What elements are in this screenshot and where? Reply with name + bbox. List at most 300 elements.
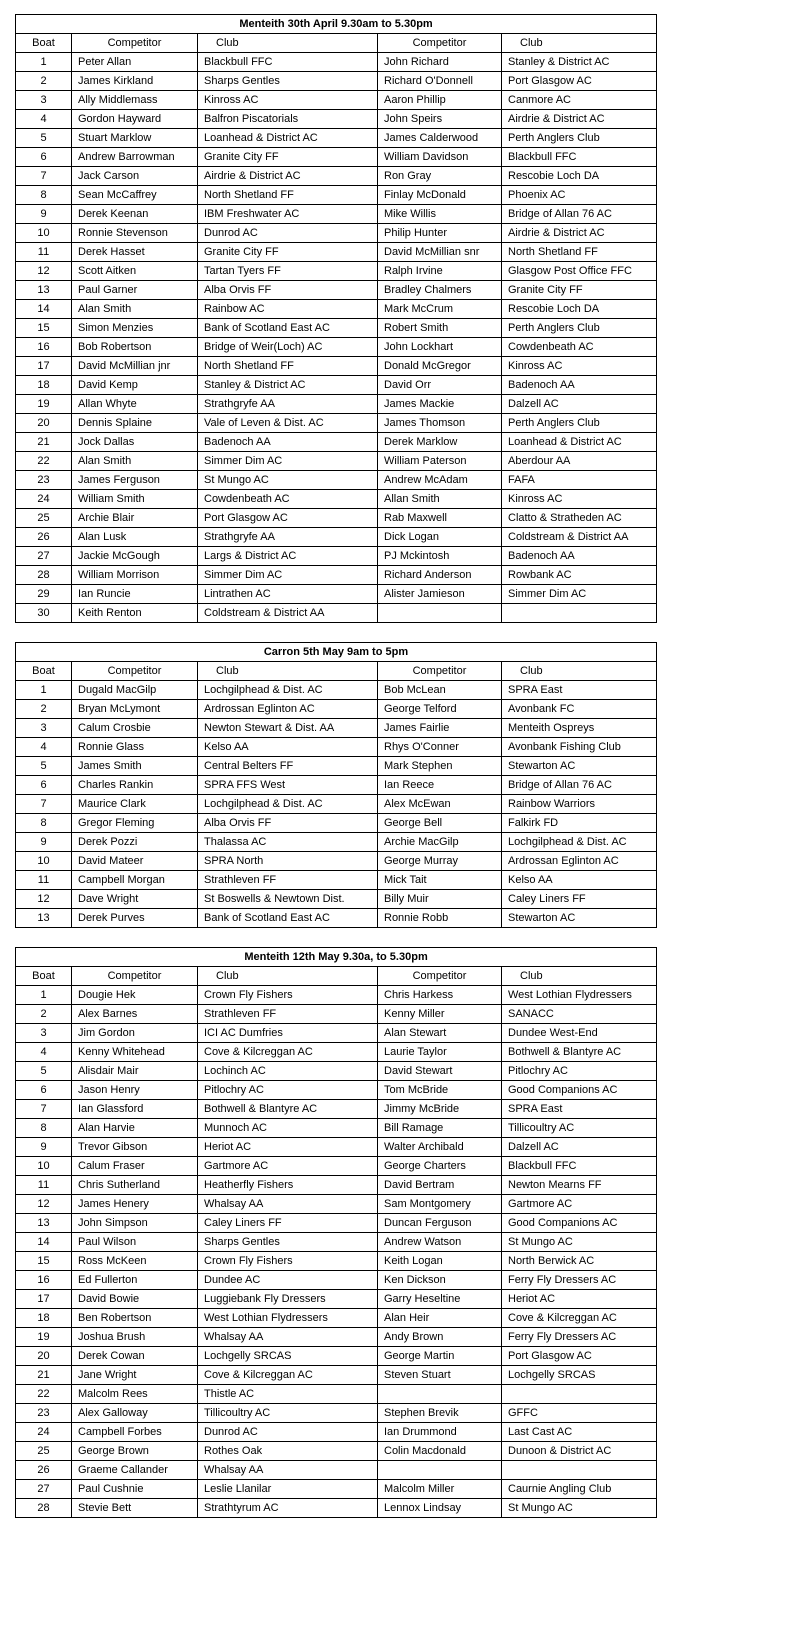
competitor-name: Ed Fullerton [72, 1271, 198, 1290]
table-row [16, 224, 657, 243]
club-name: Bothwell & Blantyre AC [502, 1043, 657, 1062]
table-row [16, 795, 657, 814]
club-name: St Boswells & Newtown Dist. [198, 890, 378, 909]
table-row [16, 1195, 657, 1214]
club-name: Alba Orvis FF [198, 281, 378, 300]
competitor-name: Paul Wilson [72, 1233, 198, 1252]
competitor-name: Ronnie Glass [72, 738, 198, 757]
competitor-name: David Mateer [72, 852, 198, 871]
club-name: Alba Orvis FF [198, 814, 378, 833]
club-header: Club [198, 662, 378, 681]
competitor-name: Donald McGregor [378, 357, 502, 376]
competitor-name: James Calderwood [378, 129, 502, 148]
table-row [16, 91, 657, 110]
competitor-name: Kenny Miller [378, 1005, 502, 1024]
boat-number: 19 [16, 1328, 72, 1347]
boat-number: 9 [16, 833, 72, 852]
competitor-header: Competitor [378, 34, 502, 53]
table-row [16, 890, 657, 909]
competitor-name: Ralph Irvine [378, 262, 502, 281]
table-row [16, 72, 657, 91]
boat-number: 5 [16, 129, 72, 148]
competitor-name: Gordon Hayward [72, 110, 198, 129]
competitor-name: Alisdair Mair [72, 1062, 198, 1081]
table-row [16, 395, 657, 414]
competitor-name: Alex Barnes [72, 1005, 198, 1024]
section-title: Menteith 12th May 9.30a, to 5.30pm [16, 948, 657, 967]
boat-number: 12 [16, 1195, 72, 1214]
competitor-name: Rhys O'Conner [378, 738, 502, 757]
competitor-name: Stuart Marklow [72, 129, 198, 148]
boat-number: 11 [16, 243, 72, 262]
club-name: Cowdenbeath AC [198, 490, 378, 509]
competitor-name: Walter Archibald [378, 1138, 502, 1157]
boat-number: 22 [16, 452, 72, 471]
club-name: Stanley & District AC [198, 376, 378, 395]
club-name: Last Cast AC [502, 1423, 657, 1442]
club-name [502, 1385, 657, 1404]
boat-number: 20 [16, 414, 72, 433]
competitor-name: Jason Henry [72, 1081, 198, 1100]
club-name: Heriot AC [198, 1138, 378, 1157]
table-row [16, 1499, 657, 1518]
competitor-name: Andrew McAdam [378, 471, 502, 490]
club-name: GFFC [502, 1404, 657, 1423]
club-name: Perth Anglers Club [502, 414, 657, 433]
competitor-name [378, 1385, 502, 1404]
competitor-name: David McMillian snr [378, 243, 502, 262]
table-row [16, 509, 657, 528]
club-name: IBM Freshwater AC [198, 205, 378, 224]
boat-number: 9 [16, 205, 72, 224]
table-row [16, 1081, 657, 1100]
boat-number: 25 [16, 509, 72, 528]
table-row [16, 986, 657, 1005]
club-name: Kelso AA [502, 871, 657, 890]
boat-number: 4 [16, 110, 72, 129]
club-name: Rescobie Loch DA [502, 167, 657, 186]
table-row [16, 909, 657, 928]
club-name: Central Belters FF [198, 757, 378, 776]
section-title: Carron 5th May 9am to 5pm [16, 643, 657, 662]
boat-number: 1 [16, 986, 72, 1005]
boat-number: 17 [16, 357, 72, 376]
boat-header: Boat [16, 662, 72, 681]
table-row [16, 167, 657, 186]
table-row [16, 814, 657, 833]
club-name: Good Companions AC [502, 1214, 657, 1233]
table-row [16, 757, 657, 776]
competitor-name: David Stewart [378, 1062, 502, 1081]
draw-table [15, 642, 657, 928]
club-name: Bridge of Weir(Loch) AC [198, 338, 378, 357]
boat-number: 6 [16, 148, 72, 167]
competitor-name: Alex Galloway [72, 1404, 198, 1423]
draw-table [15, 947, 657, 1518]
competitor-name: Simon Menzies [72, 319, 198, 338]
club-name: North Shetland FF [198, 186, 378, 205]
table-row [16, 1442, 657, 1461]
competitor-name: Alister Jamieson [378, 585, 502, 604]
table-row [16, 1423, 657, 1442]
club-name: Bothwell & Blantyre AC [198, 1100, 378, 1119]
table-row [16, 376, 657, 395]
club-name: SPRA FFS West [198, 776, 378, 795]
club-name: Dundee West-End [502, 1024, 657, 1043]
competitor-header: Competitor [72, 662, 198, 681]
club-name: Avonbank Fishing Club [502, 738, 657, 757]
club-name: Pitlochry AC [198, 1081, 378, 1100]
boat-number: 21 [16, 1366, 72, 1385]
competitor-name: Alan Harvie [72, 1119, 198, 1138]
section-gap [15, 623, 656, 642]
competitor-name: Allan Smith [378, 490, 502, 509]
competitor-name: Colin Macdonald [378, 1442, 502, 1461]
club-name: Strathleven FF [198, 871, 378, 890]
club-name: Canmore AC [502, 91, 657, 110]
club-name: SPRA North [198, 852, 378, 871]
club-name: Loanhead & District AC [198, 129, 378, 148]
table-row [16, 1385, 657, 1404]
club-name: Rowbank AC [502, 566, 657, 585]
club-name: Vale of Leven & Dist. AC [198, 414, 378, 433]
competitor-name: Dougie Hek [72, 986, 198, 1005]
competitor-name: James Ferguson [72, 471, 198, 490]
boat-number: 2 [16, 700, 72, 719]
club-header: Club [502, 662, 657, 681]
competitor-name: Jackie McGough [72, 547, 198, 566]
competitor-name: Jock Dallas [72, 433, 198, 452]
table-row [16, 1252, 657, 1271]
table-row [16, 566, 657, 585]
competitor-name: Archie MacGilp [378, 833, 502, 852]
boat-number: 9 [16, 1138, 72, 1157]
competitor-name: Alan Lusk [72, 528, 198, 547]
club-name: Perth Anglers Club [502, 319, 657, 338]
competitor-name: Derek Pozzi [72, 833, 198, 852]
competitor-name: Ian Runcie [72, 585, 198, 604]
club-name: Badenoch AA [502, 547, 657, 566]
boat-number: 26 [16, 1461, 72, 1480]
boat-number: 18 [16, 1309, 72, 1328]
club-name: Aberdour AA [502, 452, 657, 471]
competitor-name: Scott Aitken [72, 262, 198, 281]
club-name: Rainbow AC [198, 300, 378, 319]
boat-number: 17 [16, 1290, 72, 1309]
competitor-name: Maurice Clark [72, 795, 198, 814]
competitor-name: Trevor Gibson [72, 1138, 198, 1157]
competitor-name: Sam Montgomery [378, 1195, 502, 1214]
competitor-name: Chris Harkess [378, 986, 502, 1005]
boat-number: 13 [16, 1214, 72, 1233]
boat-number: 1 [16, 53, 72, 72]
club-name: Port Glasgow AC [502, 1347, 657, 1366]
boat-number: 15 [16, 1252, 72, 1271]
club-name: Airdrie & District AC [502, 110, 657, 129]
competitor-name: John Richard [378, 53, 502, 72]
competitor-name: Bryan McLymont [72, 700, 198, 719]
competitor-name: George Bell [378, 814, 502, 833]
club-name: Dunrod AC [198, 1423, 378, 1442]
competitor-name: Andrew Watson [378, 1233, 502, 1252]
competitor-name: Graeme Callander [72, 1461, 198, 1480]
competitor-name: Ian Reece [378, 776, 502, 795]
table-row [16, 1005, 657, 1024]
club-name: Granite City FF [198, 148, 378, 167]
boat-number: 7 [16, 1100, 72, 1119]
section-gap [15, 928, 656, 947]
competitor-name: Jimmy McBride [378, 1100, 502, 1119]
boat-number: 16 [16, 1271, 72, 1290]
boat-number: 19 [16, 395, 72, 414]
competitor-name: Stephen Brevik [378, 1404, 502, 1423]
table-row [16, 319, 657, 338]
club-name: Lintrathen AC [198, 585, 378, 604]
table-row [16, 871, 657, 890]
club-header: Club [198, 34, 378, 53]
boat-number: 3 [16, 1024, 72, 1043]
boat-number: 3 [16, 719, 72, 738]
competitor-name: George Telford [378, 700, 502, 719]
club-name: Caley Liners FF [502, 890, 657, 909]
competitor-name: Richard O'Donnell [378, 72, 502, 91]
competitor-header: Competitor [72, 34, 198, 53]
competitor-name: Jim Gordon [72, 1024, 198, 1043]
club-name: ICI AC Dumfries [198, 1024, 378, 1043]
boat-number: 3 [16, 91, 72, 110]
club-name: Port Glasgow AC [198, 509, 378, 528]
boat-number: 26 [16, 528, 72, 547]
club-name: Stewarton AC [502, 909, 657, 928]
table-row [16, 1461, 657, 1480]
club-name: Good Companions AC [502, 1081, 657, 1100]
table-row [16, 1138, 657, 1157]
table-row [16, 414, 657, 433]
club-name: Strathgryfe AA [198, 528, 378, 547]
table-row [16, 1309, 657, 1328]
competitor-name: Andy Brown [378, 1328, 502, 1347]
competitor-name: Sean McCaffrey [72, 186, 198, 205]
boat-number: 14 [16, 300, 72, 319]
boat-number: 5 [16, 757, 72, 776]
club-name: Kinross AC [502, 490, 657, 509]
competitor-name: Bradley Chalmers [378, 281, 502, 300]
boat-number: 24 [16, 490, 72, 509]
club-name: Menteith Ospreys [502, 719, 657, 738]
club-name: Strathgryfe AA [198, 395, 378, 414]
competitor-name: Campbell Forbes [72, 1423, 198, 1442]
table-row [16, 1024, 657, 1043]
club-name: Gartmore AC [198, 1157, 378, 1176]
club-name: Ardrossan Eglinton AC [502, 852, 657, 871]
club-name: Granite City FF [502, 281, 657, 300]
table-row [16, 148, 657, 167]
boat-number: 18 [16, 376, 72, 395]
club-name: Cove & Kilcreggan AC [198, 1043, 378, 1062]
competitor-name: Dugald MacGilp [72, 681, 198, 700]
competitor-name: Ronnie Stevenson [72, 224, 198, 243]
boat-number: 29 [16, 585, 72, 604]
club-name: FAFA [502, 471, 657, 490]
club-name: Avonbank FC [502, 700, 657, 719]
table-row [16, 1233, 657, 1252]
club-name: Simmer Dim AC [198, 452, 378, 471]
table-row [16, 243, 657, 262]
club-name: Lochgelly SRCAS [502, 1366, 657, 1385]
table-row [16, 738, 657, 757]
competitor-name: Ally Middlemass [72, 91, 198, 110]
boat-number: 10 [16, 852, 72, 871]
table-row [16, 700, 657, 719]
competitor-name: James Kirkland [72, 72, 198, 91]
competitor-name: Derek Keenan [72, 205, 198, 224]
table-row [16, 547, 657, 566]
club-name: Lochinch AC [198, 1062, 378, 1081]
club-name: Badenoch AA [198, 433, 378, 452]
club-name: Cove & Kilcreggan AC [198, 1366, 378, 1385]
boat-number: 25 [16, 1442, 72, 1461]
club-name: Newton Stewart & Dist. AA [198, 719, 378, 738]
table-row [16, 1480, 657, 1499]
club-name: Lochgilphead & Dist. AC [198, 681, 378, 700]
table-row [16, 681, 657, 700]
section-title-row [16, 15, 657, 34]
competitor-name: Philip Hunter [378, 224, 502, 243]
competitor-name: Charles Rankin [72, 776, 198, 795]
boat-number: 28 [16, 1499, 72, 1518]
boat-number: 23 [16, 471, 72, 490]
competitor-name: George Charters [378, 1157, 502, 1176]
competitor-name: Finlay McDonald [378, 186, 502, 205]
competitor-name: Derek Cowan [72, 1347, 198, 1366]
boat-number: 16 [16, 338, 72, 357]
competitor-name: Ben Robertson [72, 1309, 198, 1328]
boat-number: 28 [16, 566, 72, 585]
club-name: Gartmore AC [502, 1195, 657, 1214]
table-row [16, 490, 657, 509]
table-row [16, 357, 657, 376]
boat-number: 7 [16, 167, 72, 186]
club-name: North Shetland FF [502, 243, 657, 262]
club-name: Dunoon & District AC [502, 1442, 657, 1461]
boat-number: 13 [16, 909, 72, 928]
competitor-name: Jack Carson [72, 167, 198, 186]
competitor-name: Malcolm Rees [72, 1385, 198, 1404]
boat-header: Boat [16, 967, 72, 986]
competitor-name: Paul Garner [72, 281, 198, 300]
table-row [16, 205, 657, 224]
header-row [16, 34, 657, 53]
club-name: Whalsay AA [198, 1195, 378, 1214]
table-row [16, 433, 657, 452]
table-row [16, 1271, 657, 1290]
club-name: Whalsay AA [198, 1461, 378, 1480]
competitor-name: William Morrison [72, 566, 198, 585]
competitor-name: Alan Heir [378, 1309, 502, 1328]
competitor-name: John Speirs [378, 110, 502, 129]
club-name: Balfron Piscatorials [198, 110, 378, 129]
club-name: Dunrod AC [198, 224, 378, 243]
competitor-name: Alan Smith [72, 300, 198, 319]
competitor-name: Allan Whyte [72, 395, 198, 414]
competitor-name: Mick Tait [378, 871, 502, 890]
table-row [16, 719, 657, 738]
competitor-name: Ron Gray [378, 167, 502, 186]
table-row [16, 1119, 657, 1138]
competitor-name: David McMillian jnr [72, 357, 198, 376]
competitor-name: Garry Heseltine [378, 1290, 502, 1309]
table-row [16, 300, 657, 319]
club-name: SPRA East [502, 681, 657, 700]
competitor-name: Joshua Brush [72, 1328, 198, 1347]
boat-number: 4 [16, 738, 72, 757]
club-name: Caley Liners FF [198, 1214, 378, 1233]
section-title-row [16, 948, 657, 967]
club-name: Lochgelly SRCAS [198, 1347, 378, 1366]
club-name: Badenoch AA [502, 376, 657, 395]
competitor-name: John Lockhart [378, 338, 502, 357]
draw-sheet [15, 14, 656, 1518]
table-row [16, 833, 657, 852]
club-name: Granite City FF [198, 243, 378, 262]
club-name: Clatto & Stratheden AC [502, 509, 657, 528]
club-name: St Mungo AC [198, 471, 378, 490]
competitor-name: William Davidson [378, 148, 502, 167]
boat-number: 24 [16, 1423, 72, 1442]
competitor-name: Mike Willis [378, 205, 502, 224]
boat-number: 20 [16, 1347, 72, 1366]
competitor-name: James Henery [72, 1195, 198, 1214]
club-name: Phoenix AC [502, 186, 657, 205]
club-name: Bank of Scotland East AC [198, 909, 378, 928]
boat-number: 1 [16, 681, 72, 700]
table-row [16, 776, 657, 795]
club-name: Newton Mearns FF [502, 1176, 657, 1195]
club-name: Kinross AC [502, 357, 657, 376]
boat-number: 6 [16, 776, 72, 795]
club-header: Club [198, 967, 378, 986]
table-row [16, 528, 657, 547]
table-row [16, 338, 657, 357]
table-row [16, 1176, 657, 1195]
competitor-name: Mark McCrum [378, 300, 502, 319]
competitor-name: Bob McLean [378, 681, 502, 700]
competitor-name: Keith Renton [72, 604, 198, 623]
club-name: Blackbull FFC [502, 148, 657, 167]
competitor-name: Ronnie Robb [378, 909, 502, 928]
table-row [16, 129, 657, 148]
table-row [16, 262, 657, 281]
competitor-name: John Simpson [72, 1214, 198, 1233]
table-row [16, 471, 657, 490]
boat-number: 8 [16, 814, 72, 833]
competitor-name: Paul Cushnie [72, 1480, 198, 1499]
club-name: Caurnie Angling Club [502, 1480, 657, 1499]
competitor-name: PJ Mckintosh [378, 547, 502, 566]
competitor-name: Calum Fraser [72, 1157, 198, 1176]
competitor-name: Robert Smith [378, 319, 502, 338]
competitor-name: Bob Robertson [72, 338, 198, 357]
club-name: Glasgow Post Office FFC [502, 262, 657, 281]
club-name: Bridge of Allan 76 AC [502, 205, 657, 224]
competitor-name: David Orr [378, 376, 502, 395]
boat-number: 5 [16, 1062, 72, 1081]
table-row [16, 1347, 657, 1366]
boat-number: 8 [16, 186, 72, 205]
boat-number: 13 [16, 281, 72, 300]
section-title-row [16, 643, 657, 662]
club-name: Dalzell AC [502, 395, 657, 414]
